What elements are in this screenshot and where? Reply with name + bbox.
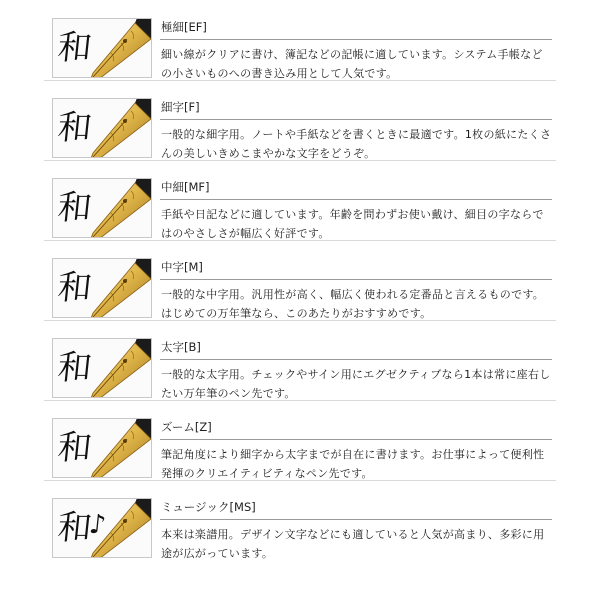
nib-sample-thumbnail bbox=[52, 338, 152, 398]
nib-size-title: ミュージック[MS] bbox=[161, 500, 256, 514]
kanji-sample: 和 bbox=[55, 268, 93, 308]
nib-size-description: 一般的な太字用。チェックやサイン用にエグゼクティブなら1本は常に座右したい万年筆のペン先です。 bbox=[161, 368, 551, 400]
nib-row-f bbox=[0, 80, 600, 160]
kanji-sample: 和 bbox=[55, 108, 93, 148]
kanji-sample: 和 bbox=[55, 348, 93, 388]
nib-sample-thumbnail bbox=[52, 418, 152, 478]
nib-row-z bbox=[0, 400, 600, 480]
nib-size-title: 極細[EF] bbox=[161, 20, 207, 34]
nib-row-ef bbox=[0, 0, 600, 80]
nib-size-title: 細字[F] bbox=[161, 100, 200, 114]
nib-row-m bbox=[0, 240, 600, 320]
nib-row-mf bbox=[0, 160, 600, 240]
nib-sample-thumbnail bbox=[52, 98, 152, 158]
kanji-sample: 和♪ bbox=[55, 508, 107, 548]
nib-size-description: 筆記角度により細字から太字までが自在に書けます。お仕事によって便利性発揮のクリエイティビティなペン先です。 bbox=[161, 448, 545, 480]
nib-sample-thumbnail bbox=[52, 18, 152, 78]
fountain-pen-nib-icon bbox=[81, 18, 152, 78]
nib-size-description: 一般的な中字用。汎用性が高く、幅広く使われる定番品と言えるものです。はじめての万年筆なら、このあたりがおすすめです。 bbox=[161, 288, 545, 320]
nib-sample-thumbnail bbox=[52, 258, 152, 318]
fountain-pen-nib-icon bbox=[81, 178, 152, 238]
fountain-pen-nib-icon bbox=[81, 258, 152, 318]
nib-size-title: 中細[MF] bbox=[161, 180, 210, 194]
nib-sample-thumbnail bbox=[52, 178, 152, 238]
kanji-sample: 和 bbox=[55, 188, 93, 228]
nib-row-b bbox=[0, 320, 600, 400]
fountain-pen-nib-icon bbox=[81, 98, 152, 158]
nib-sample-thumbnail bbox=[52, 498, 152, 558]
title-underline bbox=[160, 279, 552, 280]
nib-size-title: 中字[M] bbox=[161, 260, 203, 274]
nib-size-description: 本来は楽譜用。デザイン文字などにも適していると人気が高まり、多彩に用途が広がっています。 bbox=[161, 528, 545, 560]
title-underline bbox=[160, 439, 552, 440]
kanji-sample: 和 bbox=[55, 28, 93, 68]
nib-size-description: 手紙や日記などに適しています。年齢を問わずお使い戴け、細目の字ならではのやさしさが幅広く好評です。 bbox=[161, 208, 544, 240]
title-underline bbox=[160, 519, 552, 520]
kanji-sample: 和 bbox=[55, 428, 93, 468]
fountain-pen-nib-icon bbox=[81, 498, 152, 558]
music-note-icon: ♪ bbox=[87, 510, 107, 540]
nib-size-description: 細い線がクリアに書け、簿記などの記帳に適しています。システム手帳などの小さいものへの書き込み用として人気です。 bbox=[161, 48, 543, 80]
fountain-pen-nib-icon bbox=[81, 338, 152, 398]
fountain-pen-nib-icon bbox=[81, 418, 152, 478]
title-underline bbox=[160, 119, 552, 120]
title-underline bbox=[160, 199, 552, 200]
title-underline bbox=[160, 359, 552, 360]
nib-size-title: 太字[B] bbox=[161, 340, 201, 354]
nib-size-description: 一般的な細字用。ノートや手紙などを書くときに最適です。1枚の紙にたくさんの美しいきめこまやかな文字をどうぞ。 bbox=[161, 128, 552, 160]
nib-row-ms bbox=[0, 480, 600, 560]
title-underline bbox=[160, 39, 552, 40]
nib-size-title: ズーム[Z] bbox=[161, 420, 212, 434]
